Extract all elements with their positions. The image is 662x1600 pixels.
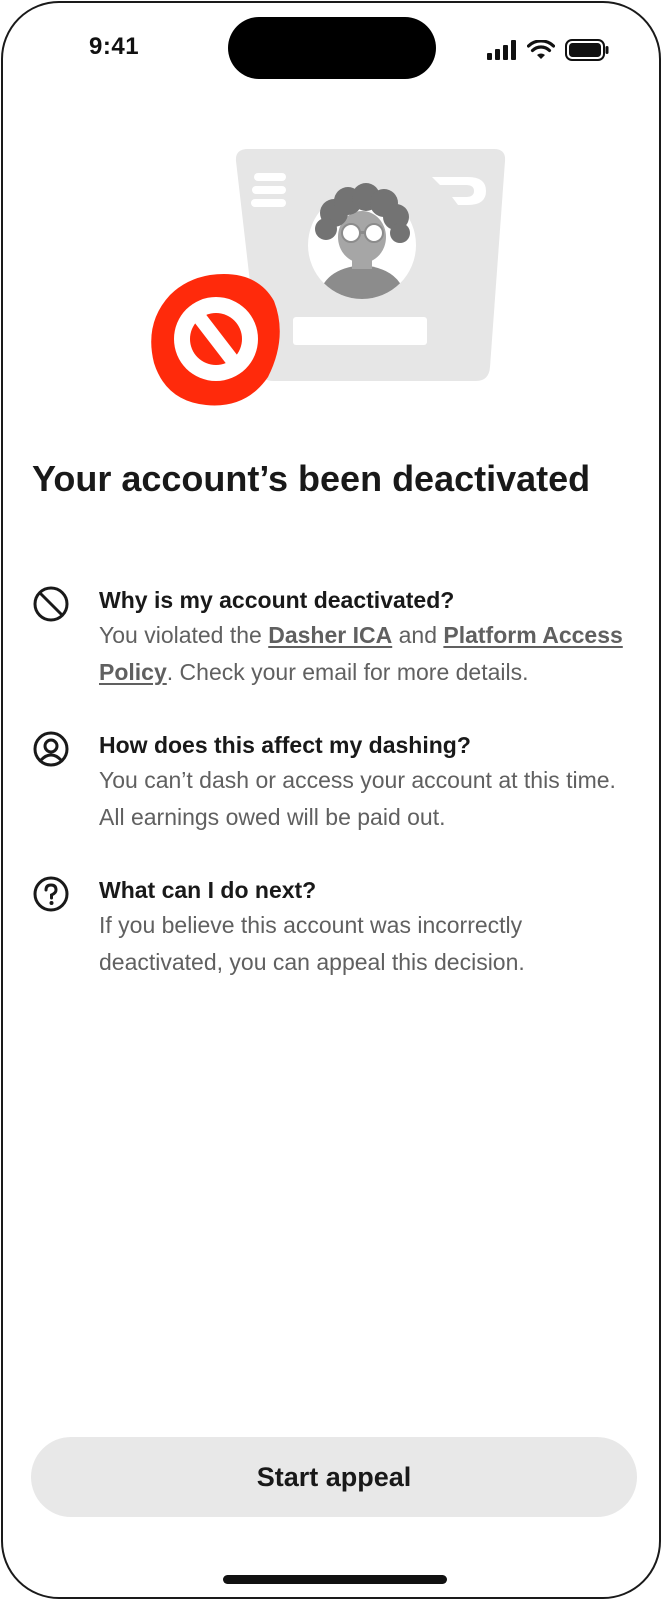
info-item-why — [32, 583, 642, 691]
platform-access-policy-link[interactable]: Platform Access Policy — [99, 622, 623, 685]
home-indicator — [223, 1575, 447, 1584]
status-bar — [3, 3, 659, 93]
page-title: Your account’s been deactivated — [32, 458, 591, 499]
person-circle-icon — [32, 730, 70, 768]
status-time: 9:41 — [89, 33, 140, 60]
info-body-text: You violated the — [99, 622, 269, 648]
info-list — [32, 583, 642, 1018]
prohibited-badge-icon — [151, 274, 280, 405]
dynamic-island — [228, 17, 436, 79]
deactivated-illustration — [148, 141, 528, 416]
info-heading: What can I do next? — [99, 877, 317, 903]
wifi-icon — [527, 40, 555, 60]
info-heading: Why is my account deactivated? — [99, 587, 455, 613]
info-heading: How does this affect my dashing? — [99, 732, 471, 758]
battery-icon — [565, 39, 609, 61]
info-item-next — [32, 873, 642, 981]
start-appeal-button[interactable]: Start appeal — [31, 1437, 637, 1517]
question-circle-icon — [32, 875, 70, 913]
info-body-text: and — [392, 622, 444, 648]
phone-frame — [1, 1, 661, 1599]
prohibited-icon — [32, 585, 70, 623]
info-item-effect — [32, 728, 642, 836]
info-body — [99, 617, 642, 691]
status-icons — [487, 39, 609, 61]
info-body: If you believe this account was incorrectly deactivated, you can appeal this decision. — [99, 912, 525, 975]
info-body: You can’t dash or access your account at this time. All earnings owed will be paid out. — [99, 767, 616, 830]
cellular-signal-icon — [487, 40, 517, 60]
dasher-ica-link[interactable]: Dasher ICA — [268, 622, 393, 648]
info-body-text: . Check your email for more details. — [166, 659, 529, 685]
